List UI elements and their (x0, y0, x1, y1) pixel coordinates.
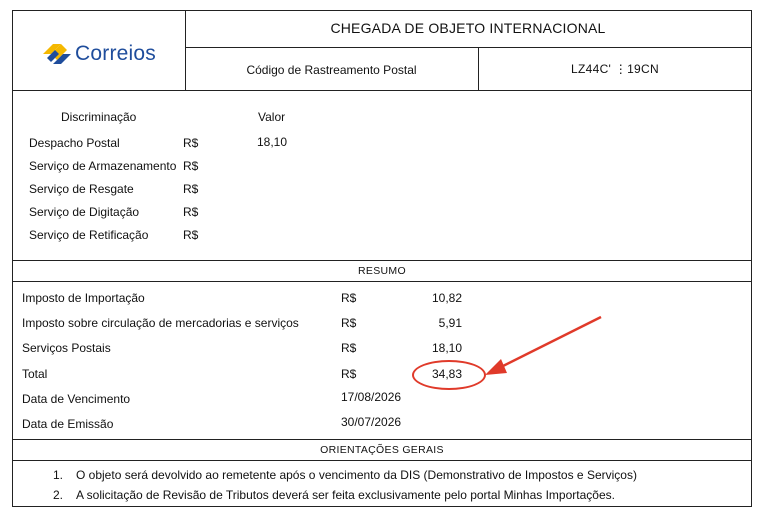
due-date: 17/08/2026 (341, 390, 402, 404)
guidelines-heading: ORIENTAÇÕES GERAIS (320, 444, 444, 456)
summary-total-value: 34,83 (431, 367, 462, 381)
summary-value: 5,91 (438, 316, 462, 330)
summary-heading-line (13, 281, 751, 282)
charge-label: Serviço de Resgate (29, 182, 134, 196)
charge-value: 18,10 (257, 135, 288, 149)
issue-date: 30/07/2026 (341, 415, 402, 429)
summary-label: Imposto de Importação (22, 291, 145, 305)
charges-column-value: Valor (258, 110, 286, 124)
summary-label: Imposto sobre circulação de mercadorias e serviços (22, 316, 299, 330)
guideline-number: 2. (53, 488, 64, 502)
annotation-arrow-icon (479, 311, 609, 381)
charge-currency: R$ (183, 182, 199, 196)
guideline-text: A solicitação de Revisão de Tributos deverá ser feita exclusivamente pelo portal Minhas Importações. (76, 488, 615, 502)
charge-label: Serviço de Armazenamento (29, 159, 177, 173)
summary-currency: R$ (341, 341, 357, 355)
charge-label: Serviço de Retificação (29, 228, 149, 242)
correios-logo (41, 39, 166, 69)
summary-heading: RESUMO (358, 265, 406, 277)
summary-currency: R$ (341, 316, 357, 330)
summary-label: Data de Emissão (22, 417, 114, 431)
guideline-number: 1. (53, 468, 64, 482)
charge-currency: R$ (183, 136, 199, 150)
header-divider-title (185, 47, 751, 48)
summary-currency: R$ (341, 367, 357, 381)
summary-value: 18,10 (431, 341, 462, 355)
charges-column-description: Discriminação (61, 110, 137, 124)
summary-total-label: Total (22, 367, 48, 381)
guidelines-top-line (13, 439, 751, 440)
total-highlight-circle (412, 360, 486, 390)
brand-name: Correios (75, 42, 156, 65)
charge-label: Serviço de Digitação (29, 205, 140, 219)
summary-label: Data de Vencimento (22, 392, 131, 406)
summary-currency: R$ (341, 291, 357, 305)
tracking-label: Código de Rastreamento Postal (246, 63, 417, 77)
summary-top-line (13, 260, 751, 261)
correios-logo-icon (41, 41, 75, 67)
charge-currency: R$ (183, 205, 199, 219)
guidelines-heading-line (13, 460, 751, 461)
customs-notice-document (12, 10, 752, 507)
summary-label: Serviços Postais (22, 341, 111, 355)
document-title: CHEGADA DE OBJETO INTERNACIONAL (330, 20, 606, 36)
header-bottom-line (13, 90, 751, 91)
summary-value: 10,82 (431, 291, 462, 305)
tracking-code: LZ44C' ⋮19CN (571, 62, 659, 76)
charge-label: Despacho Postal (29, 136, 120, 150)
charge-currency: R$ (183, 159, 199, 173)
charge-currency: R$ (183, 228, 199, 242)
guideline-text: O objeto será devolvido ao remetente após o vencimento da DIS (Demonstrativo de Impostos e Serviços) (76, 468, 637, 482)
